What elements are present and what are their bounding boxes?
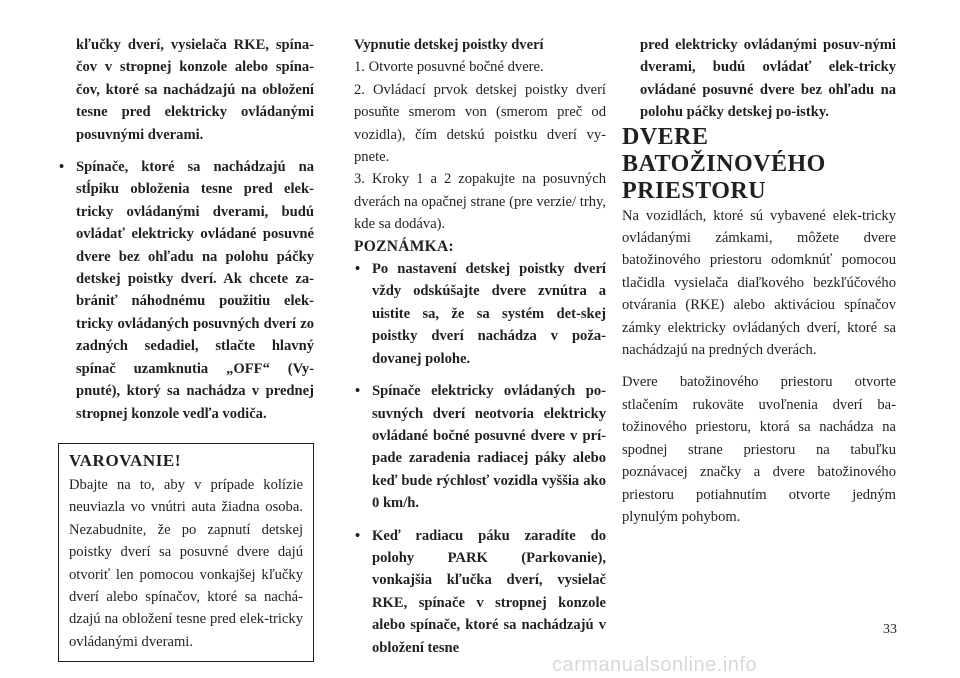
step-1: 1. Otvorte posuvné bočné dvere. bbox=[354, 59, 544, 76]
right-column bbox=[622, 34, 896, 538]
bullet-dot: • bbox=[355, 261, 361, 278]
middle-column bbox=[354, 34, 606, 669]
note-title: POZNÁMKA: bbox=[354, 237, 454, 255]
bullet-item bbox=[58, 156, 314, 425]
section-subheading: Vypnutie detskej poistky dverí bbox=[354, 37, 544, 53]
bullet-dot: • bbox=[59, 159, 65, 176]
section-heading: DVERE BATOŽINOVÉHO PRIESTORU bbox=[622, 123, 826, 204]
left-column bbox=[58, 34, 314, 662]
warning-text: Dbajte na to, aby v prípade kolízie neuviazla vo vnútri auta žiadna osoba. Nezabudnite, že po zapnutí detskej poistky dverí sa posuvné dvere dajú otvoriť len pomocou vonkajšej kľučky dverí alebo spínačov, ktoré sa nachá-dzajú na obložení tesne pred elek-tricky ovládanými dverami. bbox=[69, 476, 303, 650]
note-text-2: Spínače elektricky ovládaných po-suvných dverí neotvoria elektricky ovládané bočné posuvné dvere v prí-pade zaradenia radiacej páky alebo keď bude rýchlosť vozidla vyššia ako 0 km/h. bbox=[372, 383, 606, 512]
step-3: 3. Kroky 1 a 2 zopakujte na posuvných dverách na opačnej strane (pre verzie/ trhy, kde sa dodáva). bbox=[354, 171, 606, 233]
bullet-text: Spínače, ktoré sa nachádzajú na stĺpiku obloženia tesne pred elek-tricky ovládanými dverami, budú ovládať elektricky ovládané posuvné dvere bez ohľadu na polohu páčky detskej poistky dverí. Ak chcete za-brániť náhodnému použitiu elek-tricky ovládaných posuvných dverí zo zadných sedadiel, stlačte hlavný spínač uzamknutia „OFF“ (Vy-pnuté), ktorý sa nachádza v prednej stropnej konzole vedľa vodiča. bbox=[76, 159, 314, 422]
note-text-3: Keď radiacu páku zaradíte do polohy PARK (Parkovanie), vonkajšia kľučka dverí, vysielač RKE, spínače v stropnej konzole alebo spínače, ktoré sa nachádzajú v obložení tesne bbox=[372, 527, 606, 656]
warning-box bbox=[58, 443, 314, 662]
step-2: 2. Ovládací prvok detskej poistky dverí posuňte smerom von (smerom preč od vozidla), čím detskú poistku dverí vy-pnete. bbox=[354, 81, 606, 166]
note-text-1: Po nastavení detskej poistky dverí vždy odskúšajte dvere zvnútra a uistite sa, že sa systém det-skej poistky dverí nachádza v poža-dovanej polohe. bbox=[372, 261, 606, 367]
watermark: carmanualsonline.info bbox=[552, 654, 758, 676]
paragraph-2: Dvere batožinového priestoru otvorte stlačením rukoväte uvoľnenia dverí ba-tožinového priestoru, ktorá sa nachádza na spodnej strane priestoru na tabuľku poznávacej značky a dvere batožinového priestoru potiahnutím otvorte jedným plynulým pohybom. bbox=[622, 374, 896, 525]
note-bullet-1 bbox=[354, 258, 606, 370]
bullet-dot: • bbox=[355, 527, 361, 544]
continued-bullet-text: kľučky dverí, vysielača RKE, spína-čov v stropnej konzole alebo spína-čov, ktoré sa nachádzajú na obložení tesne pred elektricky ovládanými posuvnými dverami. bbox=[76, 37, 314, 143]
bullet-dot: • bbox=[355, 383, 361, 400]
note-bullet-3 bbox=[354, 525, 606, 659]
continued-note-text: pred elektricky ovládanými posuv-nými dverami, budú ovládať elek-tricky ovládané posuvné dvere bez ohľadu na polohu páčky detskej po-istky. bbox=[640, 37, 896, 121]
page-number: 33 bbox=[883, 622, 897, 637]
note-bullet-2 bbox=[354, 380, 606, 514]
warning-title: VAROVANIE! bbox=[69, 450, 182, 470]
paragraph-1: Na vozidlách, ktoré sú vybavené elek-tricky ovládanými zámkami, môžete dvere batožinového priestoru odomknúť pomocou tlačidla vysielača diaľkového bezkľúčového otvárania (RKE) alebo aktiváciou spínačov zámky elektricky ovládaných dverí, ktoré sa nachádzajú na predných dverách. bbox=[622, 207, 896, 359]
